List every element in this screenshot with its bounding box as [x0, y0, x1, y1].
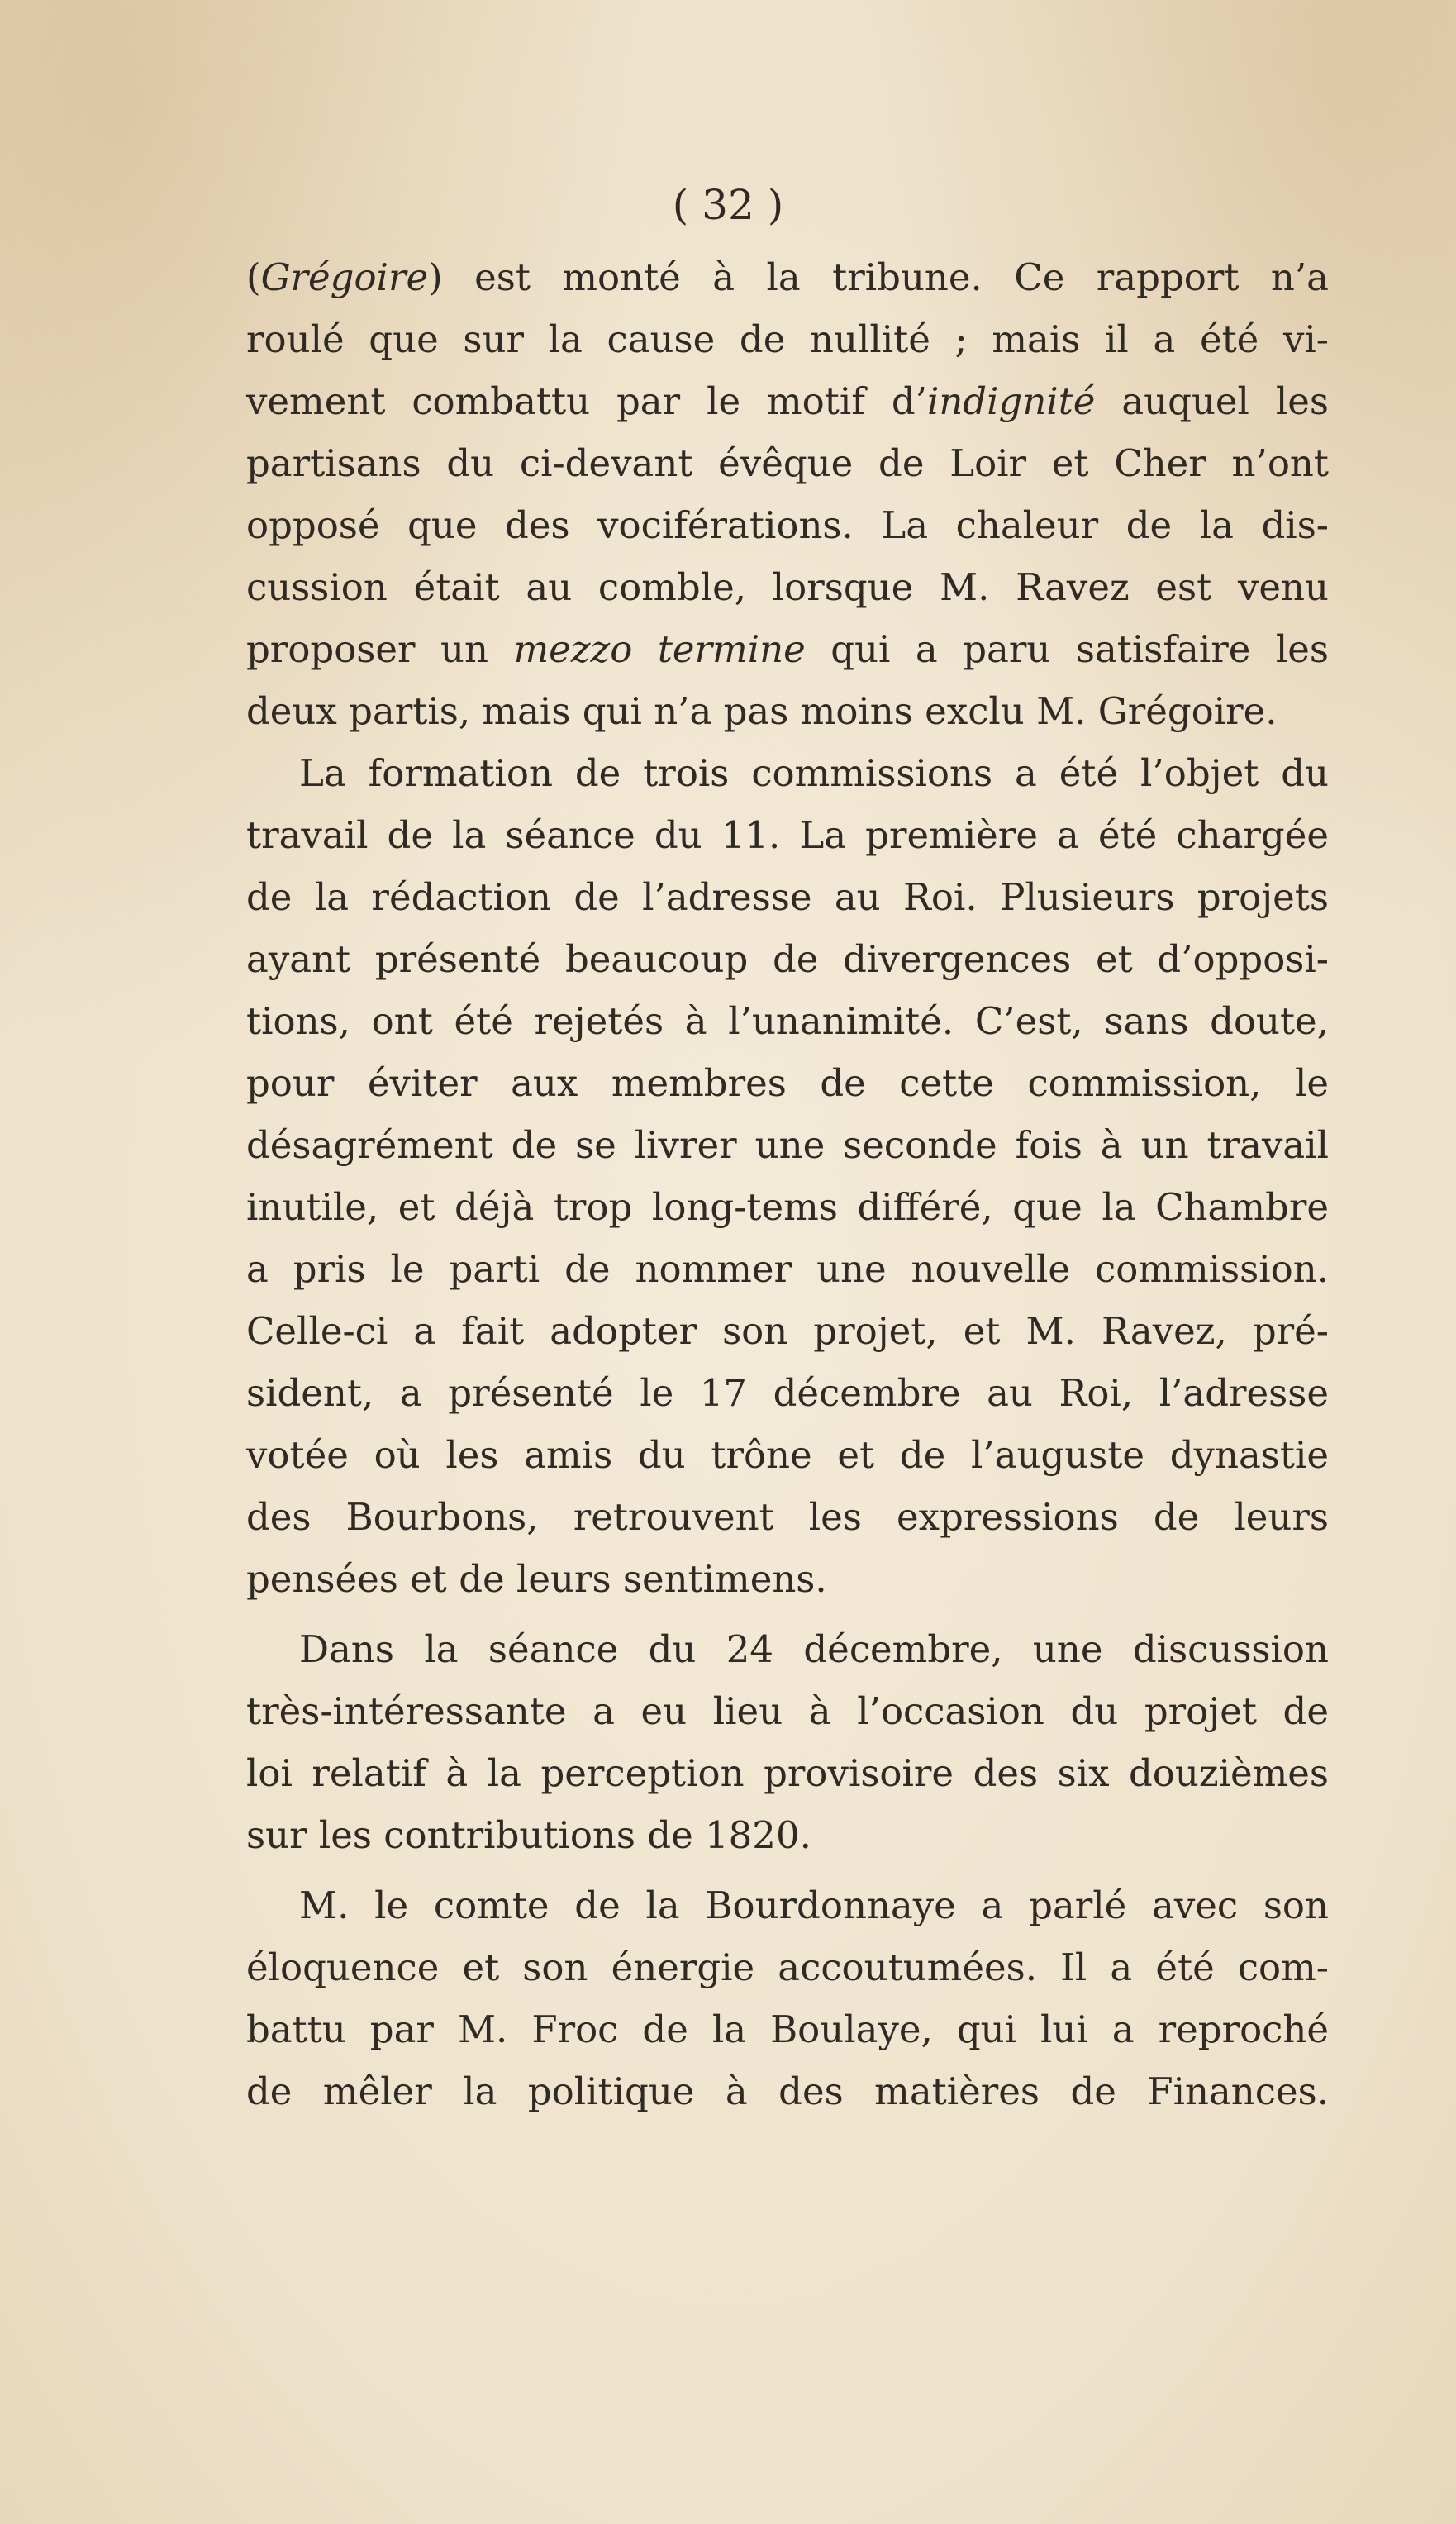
text-line: de la rédaction de l’adresse au Roi. Plusieurs projets: [246, 875, 1329, 919]
text-line: désagrément de se livrer une seconde fois à un travail: [246, 1123, 1329, 1167]
text-line: des Bourbons, retrouvent les expressions de leurs: [246, 1495, 1329, 1539]
page-number: ( 32 ): [672, 181, 784, 229]
text-line: opposé que des vociférations. La chaleur de la dis-: [246, 503, 1329, 547]
text-line: La formation de trois commissions a été l’objet du: [299, 751, 1329, 795]
text-line: proposer un mezzo termine qui a paru satisfaire les: [246, 627, 1329, 671]
text-line: tions, ont été rejetés à l’unanimité. C’est, sans doute,: [246, 999, 1329, 1043]
text-line: inutile, et déjà trop long-tems différé, que la Chambre: [246, 1185, 1329, 1229]
text-line: battu par M. Froc de la Boulaye, qui lui a reproché: [246, 2007, 1329, 2051]
text-line: Dans la séance du 24 décembre, une discussion: [299, 1627, 1329, 1671]
text-line: loi relatif à la perception provisoire des six douzièmes: [246, 1751, 1329, 1795]
text-line: très-intéressante a eu lieu à l’occasion du projet de: [246, 1689, 1329, 1733]
text-line: ayant présenté beaucoup de divergences et d’opposi-: [246, 937, 1329, 981]
text-line: pour éviter aux membres de cette commission, le: [246, 1061, 1329, 1105]
text-line: partisans du ci-devant évêque de Loir et Cher n’ont: [246, 441, 1329, 485]
text-line: de mêler la politique à des matières de Finances.: [246, 2069, 1329, 2113]
text-line: Celle-ci a fait adopter son projet, et M. Ravez, pré-: [246, 1309, 1329, 1353]
text-line: M. le comte de la Bourdonnaye a parlé avec son: [299, 1883, 1329, 1927]
text-line: vement combattu par le motif d’indignité auquel les: [246, 379, 1329, 423]
text-line: votée où les amis du trône et de l’auguste dynastie: [246, 1433, 1329, 1477]
text-line: cussion était au comble, lorsque M. Ravez est venu: [246, 565, 1329, 609]
text-line: (Grégoire) est monté à la tribune. Ce rapport n’a: [246, 255, 1329, 299]
text-line: travail de la séance du 11. La première a été chargée: [246, 813, 1329, 857]
text-line: deux partis, mais qui n’a pas moins exclu M. Grégoire.: [246, 689, 1278, 733]
text-line: sur les contributions de 1820.: [246, 1813, 811, 1857]
text-line: éloquence et son énergie accoutumées. Il a été com-: [246, 1945, 1329, 1989]
text-line: sident, a présenté le 17 décembre au Roi, l’adresse: [246, 1371, 1329, 1415]
text-line: a pris le parti de nommer une nouvelle commission.: [246, 1247, 1329, 1291]
text-line: pensées et de leurs sentimens.: [246, 1557, 827, 1601]
text-line: roulé que sur la cause de nullité ; mais il a été vi-: [246, 317, 1329, 361]
